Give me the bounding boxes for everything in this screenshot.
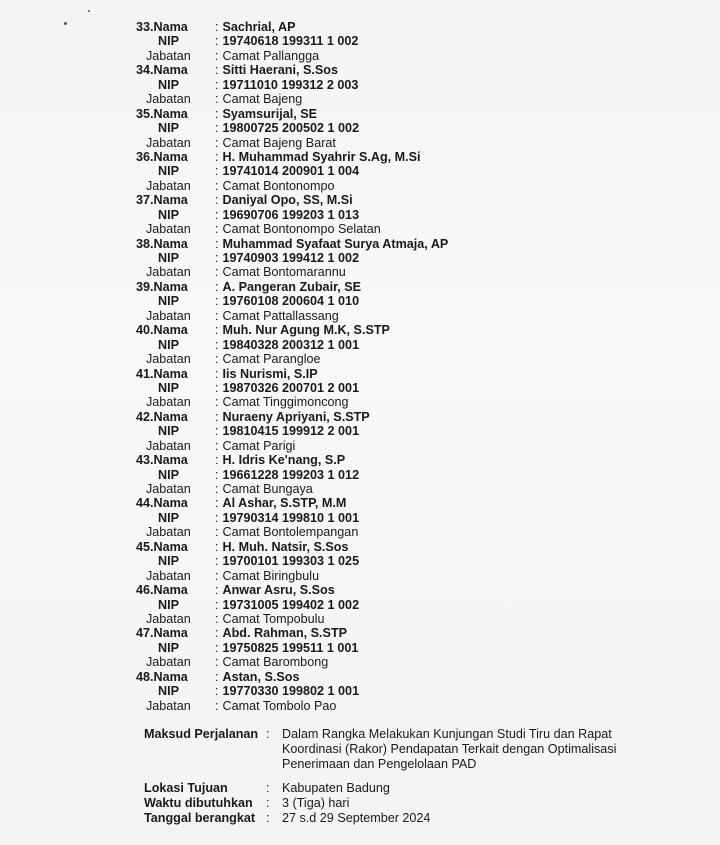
entry-name: H. Muh. Natsir, S.Sos bbox=[222, 539, 349, 554]
entry-position-row bbox=[136, 265, 448, 279]
entry-name-row bbox=[136, 540, 448, 554]
entry-position: Camat Tompobulu bbox=[222, 611, 325, 626]
field-label: Jabatan bbox=[146, 525, 191, 540]
colon: : bbox=[215, 424, 219, 439]
entry-nip-row bbox=[136, 468, 448, 482]
entry-name-row bbox=[136, 626, 448, 640]
entry-name: Astan, S.Sos bbox=[222, 669, 300, 684]
entry-position-label bbox=[136, 352, 215, 366]
entry-name-label bbox=[136, 453, 215, 467]
colon: : bbox=[215, 380, 219, 395]
colon: : bbox=[215, 583, 219, 598]
field-label: Nama bbox=[153, 496, 188, 511]
field-label: Nama bbox=[153, 63, 188, 78]
entry-position: Camat Tombolo Pao bbox=[222, 698, 337, 713]
colon: : bbox=[215, 294, 219, 309]
colon: : bbox=[215, 640, 219, 655]
entry-nip-label bbox=[136, 208, 215, 222]
field-label: NIP bbox=[158, 510, 179, 525]
colon: : bbox=[215, 525, 219, 540]
colon: : bbox=[215, 178, 219, 193]
field-label: Jabatan bbox=[146, 611, 191, 626]
field-label: Nama bbox=[153, 453, 188, 468]
entry-name-label bbox=[136, 193, 215, 207]
entry-nip: 19740618 199311 1 002 bbox=[222, 34, 359, 49]
entry-nip: 19700101 199303 1 025 bbox=[222, 554, 360, 569]
entry-position-row bbox=[136, 655, 448, 669]
entry-name-row bbox=[136, 150, 448, 164]
colon: : bbox=[266, 781, 270, 795]
entry-name: Iis Nurismi, S.IP bbox=[222, 366, 318, 381]
scan-speck bbox=[88, 10, 90, 12]
entry-nip: 19661228 199203 1 012 bbox=[222, 467, 360, 482]
entry-nip-row bbox=[136, 121, 448, 135]
purpose-value: Dalam Rangka Melakukan Kunjungan Studi Tiru dan Rapat Koordinasi (Rakor) Pendapatan Terkait dengan Optimalisasi Penerimaan dan Pengelolaan PAD bbox=[282, 727, 617, 771]
entry-name: Sitti Haerani, S.Sos bbox=[222, 63, 338, 78]
colon: : bbox=[215, 279, 219, 294]
entry-position: Camat Bontonompo Selatan bbox=[222, 222, 381, 237]
colon: : bbox=[215, 510, 219, 525]
field-label: Nama bbox=[153, 279, 188, 294]
field-label: NIP bbox=[158, 251, 179, 265]
departure-label: Tanggal berangkat bbox=[144, 811, 256, 825]
field-label: Jabatan bbox=[146, 222, 191, 237]
entry-nip-row bbox=[136, 598, 448, 612]
entry-position-label bbox=[136, 525, 215, 539]
entry-number: 35. bbox=[136, 106, 154, 121]
entry-position-row bbox=[136, 92, 448, 106]
entry-nip-label bbox=[136, 78, 215, 92]
field-label: NIP bbox=[158, 684, 179, 699]
entry-nip-row bbox=[136, 164, 448, 178]
destination-row bbox=[144, 781, 627, 796]
entry-position-row bbox=[136, 699, 448, 713]
entry-name-row bbox=[136, 453, 448, 467]
entry-position: Camat Pattallassang bbox=[222, 308, 339, 323]
colon: : bbox=[215, 698, 219, 713]
entry-nip-row bbox=[136, 511, 448, 525]
entry-name-label bbox=[136, 540, 215, 554]
entry-position-label bbox=[136, 49, 215, 63]
field-label: NIP bbox=[158, 34, 179, 49]
entry-number: 39. bbox=[136, 279, 154, 294]
purpose-label: Maksud Perjalanan bbox=[144, 727, 259, 741]
entry-name: Sachrial, AP bbox=[222, 20, 296, 34]
field-label: Jabatan bbox=[146, 655, 191, 670]
colon: : bbox=[215, 352, 219, 367]
colon: : bbox=[215, 20, 219, 34]
entry-position: Camat Barombong bbox=[222, 655, 329, 670]
entry-name: Muh. Nur Agung M.K, S.STP bbox=[222, 323, 390, 338]
field-label: Nama bbox=[153, 539, 188, 554]
entry-name: Al Ashar, S.STP, M.M bbox=[222, 496, 347, 511]
entry-nip-row bbox=[136, 34, 448, 48]
entry-name-label bbox=[136, 410, 215, 424]
colon: : bbox=[266, 811, 270, 825]
entry-position: Camat Parigi bbox=[222, 438, 296, 453]
entry-name-row bbox=[136, 583, 448, 597]
field-label: Jabatan bbox=[146, 92, 191, 107]
entry-name-row bbox=[136, 410, 448, 424]
entry-nip-label bbox=[136, 121, 215, 135]
colon: : bbox=[215, 539, 219, 554]
field-label: Jabatan bbox=[146, 265, 191, 280]
colon: : bbox=[215, 92, 219, 107]
entry-name: Daniyal Opo, SS, M.Si bbox=[222, 193, 353, 208]
colon: : bbox=[215, 684, 219, 699]
destination-label: Lokasi Tujuan bbox=[144, 781, 228, 795]
entry-nip-label bbox=[136, 424, 215, 438]
colon: : bbox=[215, 568, 219, 583]
colon: : bbox=[215, 222, 219, 237]
entry-name-row bbox=[136, 63, 448, 77]
field-label: Nama bbox=[153, 583, 188, 598]
field-label: NIP bbox=[158, 207, 179, 222]
duration-row bbox=[144, 796, 627, 811]
colon: : bbox=[266, 796, 270, 810]
field-label: NIP bbox=[158, 380, 179, 395]
entry-name-label bbox=[136, 670, 215, 684]
entry-position-row bbox=[136, 612, 448, 626]
colon: : bbox=[215, 121, 219, 136]
duration-value: 3 (Tiga) hari bbox=[282, 796, 350, 810]
entry-name: Syamsurijal, SE bbox=[222, 106, 318, 121]
field-label: NIP bbox=[158, 424, 179, 439]
entry-position-row bbox=[136, 395, 448, 409]
departure-row bbox=[144, 811, 627, 826]
entry-position: Camat Bajeng bbox=[222, 92, 303, 107]
entry-name-row bbox=[136, 20, 448, 34]
entry-name-label bbox=[136, 323, 215, 337]
entry-name-label bbox=[136, 626, 215, 640]
field-label: Nama bbox=[153, 323, 188, 338]
field-label: Nama bbox=[153, 20, 188, 34]
entry-position-label bbox=[136, 699, 215, 713]
entry-nip-label bbox=[136, 381, 215, 395]
entry-nip-row bbox=[136, 641, 448, 655]
entry-position: Camat Bontonompo bbox=[222, 178, 335, 193]
colon: : bbox=[215, 655, 219, 670]
field-label: NIP bbox=[158, 640, 179, 655]
colon: : bbox=[215, 554, 219, 569]
entry-position-row bbox=[136, 525, 448, 539]
field-label: Nama bbox=[153, 236, 188, 251]
colon: : bbox=[215, 626, 219, 641]
entry-name-row bbox=[136, 670, 448, 684]
departure-value: 27 s.d 29 September 2024 bbox=[282, 811, 431, 825]
colon: : bbox=[215, 496, 219, 511]
entry-position-label bbox=[136, 569, 215, 583]
entry-position-row bbox=[136, 136, 448, 150]
entry-number: 42. bbox=[136, 409, 154, 424]
entry-position-label bbox=[136, 136, 215, 150]
field-label: NIP bbox=[158, 467, 179, 482]
field-label: NIP bbox=[158, 294, 179, 309]
entry-position-label bbox=[136, 92, 215, 106]
colon: : bbox=[215, 467, 219, 482]
field-label: Jabatan bbox=[146, 395, 191, 410]
field-label: Jabatan bbox=[146, 482, 191, 496]
colon: : bbox=[215, 337, 219, 352]
field-label: Jabatan bbox=[146, 135, 191, 150]
entry-nip-row bbox=[136, 338, 448, 352]
field-label: Jabatan bbox=[146, 48, 191, 63]
colon: : bbox=[215, 438, 219, 453]
entry-number: 44. bbox=[136, 496, 154, 511]
entry-nip-row bbox=[136, 78, 448, 92]
entry-number: 40. bbox=[136, 323, 154, 338]
entry-nip-label bbox=[136, 251, 215, 265]
destination-value: Kabupaten Badung bbox=[282, 781, 390, 795]
entry-name-label bbox=[136, 63, 215, 77]
entry-nip: 19870326 200701 2 001 bbox=[222, 380, 360, 395]
entry-position: Camat Bajeng Barat bbox=[222, 135, 336, 150]
entry-number: 48. bbox=[136, 669, 154, 684]
colon: : bbox=[215, 77, 219, 92]
field-label: Jabatan bbox=[146, 568, 191, 583]
travel-details bbox=[144, 727, 627, 826]
entry-nip-row bbox=[136, 424, 448, 438]
entry-number: 43. bbox=[136, 453, 154, 468]
entry-nip-label bbox=[136, 598, 215, 612]
field-label: NIP bbox=[158, 121, 179, 136]
entry-nip-label bbox=[136, 684, 215, 698]
entry-number: 37. bbox=[136, 193, 154, 208]
colon: : bbox=[215, 106, 219, 121]
field-label: Nama bbox=[153, 193, 188, 208]
colon: : bbox=[215, 323, 219, 338]
colon: : bbox=[215, 34, 219, 49]
entry-name-label bbox=[136, 150, 215, 164]
colon: : bbox=[215, 597, 219, 612]
entry-name-label bbox=[136, 367, 215, 381]
entry-name-label bbox=[136, 20, 215, 34]
entry-number: 34. bbox=[136, 63, 154, 78]
entry-position: Camat Bontolempangan bbox=[222, 525, 359, 540]
entry-name-row bbox=[136, 193, 448, 207]
entry-nip: 19750825 199511 1 001 bbox=[222, 640, 359, 655]
entry-number: 46. bbox=[136, 583, 154, 598]
entry-name: Anwar Asru, S.Sos bbox=[222, 583, 335, 598]
entry-position-label bbox=[136, 222, 215, 236]
entry-name: Nuraeny Apriyani, S.STP bbox=[222, 409, 370, 424]
colon: : bbox=[215, 207, 219, 222]
field-label: NIP bbox=[158, 597, 179, 612]
entry-position-label bbox=[136, 655, 215, 669]
colon: : bbox=[215, 611, 219, 626]
entry-nip: 19840328 200312 1 001 bbox=[222, 337, 360, 352]
entry-nip-label bbox=[136, 338, 215, 352]
entry-nip: 19711010 199312 2 003 bbox=[222, 77, 359, 92]
entry-name: Abd. Rahman, S.STP bbox=[222, 626, 348, 641]
entry-name-row bbox=[136, 280, 448, 294]
colon: : bbox=[215, 135, 219, 150]
colon: : bbox=[215, 308, 219, 323]
entry-number: 41. bbox=[136, 366, 154, 381]
entry-nip: 19690706 199203 1 013 bbox=[222, 207, 360, 222]
entry-nip: 19790314 199810 1 001 bbox=[222, 510, 360, 525]
entry-position-label bbox=[136, 265, 215, 279]
field-label: Jabatan bbox=[146, 352, 191, 367]
duration-label: Waktu dibutuhkan bbox=[144, 796, 253, 810]
entry-name: H. Muhammad Syahrir S.Ag, M.Si bbox=[222, 149, 421, 164]
entry-nip: 19741014 200901 1 004 bbox=[222, 164, 360, 179]
entry-position-label bbox=[136, 309, 215, 323]
entry-nip-row bbox=[136, 208, 448, 222]
field-label: Nama bbox=[153, 366, 188, 381]
colon: : bbox=[215, 482, 219, 496]
field-label: NIP bbox=[158, 554, 179, 569]
colon: : bbox=[215, 236, 219, 251]
entry-nip-label bbox=[136, 294, 215, 308]
entry-name-label bbox=[136, 496, 215, 510]
entry-position-label bbox=[136, 179, 215, 193]
entry-nip-label bbox=[136, 34, 215, 48]
entry-nip-label bbox=[136, 554, 215, 568]
colon: : bbox=[215, 453, 219, 468]
field-label: Jabatan bbox=[146, 698, 191, 713]
colon: : bbox=[215, 366, 219, 381]
field-label: NIP bbox=[158, 77, 179, 92]
entry-position-row bbox=[136, 482, 448, 496]
field-label: Nama bbox=[153, 626, 188, 641]
entry-name: H. Idris Ke'nang, S.P bbox=[222, 453, 346, 468]
entry-name-row bbox=[136, 237, 448, 251]
entry-position-label bbox=[136, 482, 215, 496]
colon: : bbox=[215, 164, 219, 179]
colon: : bbox=[215, 193, 219, 208]
entry-position: Camat Bungaya bbox=[222, 482, 313, 496]
colon: : bbox=[266, 727, 270, 741]
entry-name: A. Pangeran Zubair, SE bbox=[222, 279, 362, 294]
entry-position-row bbox=[136, 49, 448, 63]
entry-nip: 19770330 199802 1 001 bbox=[222, 684, 360, 699]
entry-number: 33. bbox=[136, 20, 154, 34]
field-label: Nama bbox=[153, 149, 188, 164]
entry-position-row bbox=[136, 309, 448, 323]
entry-name-label bbox=[136, 107, 215, 121]
entry-nip-row bbox=[136, 294, 448, 308]
entry-position-row bbox=[136, 352, 448, 366]
entry-name-row bbox=[136, 496, 448, 510]
entry-nip-row bbox=[136, 251, 448, 265]
colon: : bbox=[215, 395, 219, 410]
entry-number: 36. bbox=[136, 149, 154, 164]
entry-position-label bbox=[136, 612, 215, 626]
entry-nip-label bbox=[136, 468, 215, 482]
entry-nip-row bbox=[136, 684, 448, 698]
entry-name-row bbox=[136, 107, 448, 121]
colon: : bbox=[215, 409, 219, 424]
colon: : bbox=[215, 63, 219, 78]
entry-name-label bbox=[136, 583, 215, 597]
colon: : bbox=[215, 149, 219, 164]
colon: : bbox=[215, 251, 219, 265]
entry-name-row bbox=[136, 323, 448, 337]
entry-nip: 19800725 200502 1 002 bbox=[222, 121, 360, 136]
field-label: Nama bbox=[153, 409, 188, 424]
entry-position: Camat Bontomarannu bbox=[222, 265, 346, 280]
personnel-list bbox=[136, 20, 448, 713]
colon: : bbox=[215, 265, 219, 280]
entry-position-label bbox=[136, 395, 215, 409]
entry-nip: 19740903 199412 1 002 bbox=[222, 251, 360, 265]
entry-name-row bbox=[136, 367, 448, 381]
field-label: Jabatan bbox=[146, 438, 191, 453]
entry-nip: 19810415 199912 2 001 bbox=[222, 424, 360, 439]
entry-position-row bbox=[136, 179, 448, 193]
field-label: NIP bbox=[158, 164, 179, 179]
scan-speck bbox=[64, 22, 67, 25]
entry-name-label bbox=[136, 280, 215, 294]
entry-position: Camat Tinggimoncong bbox=[222, 395, 349, 410]
entry-nip: 19731005 199402 1 002 bbox=[222, 597, 360, 612]
field-label: Jabatan bbox=[146, 308, 191, 323]
entry-number: 47. bbox=[136, 626, 154, 641]
colon: : bbox=[215, 48, 219, 63]
colon: : bbox=[215, 669, 219, 684]
entry-nip-row bbox=[136, 554, 448, 568]
entry-position: Camat Parangloe bbox=[222, 352, 321, 367]
entry-number: 45. bbox=[136, 539, 154, 554]
field-label: Nama bbox=[153, 669, 188, 684]
entry-nip-label bbox=[136, 164, 215, 178]
entry-name-label bbox=[136, 237, 215, 251]
field-label: Jabatan bbox=[146, 178, 191, 193]
entry-position-label bbox=[136, 439, 215, 453]
entry-name: Muhammad Syafaat Surya Atmaja, AP bbox=[222, 236, 449, 251]
entry-position: Camat Biringbulu bbox=[222, 568, 320, 583]
entry-position-row bbox=[136, 439, 448, 453]
purpose-row bbox=[144, 727, 627, 772]
entry-position-row bbox=[136, 569, 448, 583]
entry-nip-row bbox=[136, 381, 448, 395]
entry-nip-label bbox=[136, 511, 215, 525]
entry-position: Camat Pallangga bbox=[222, 48, 320, 63]
entry-nip: 19760108 200604 1 010 bbox=[222, 294, 360, 309]
entry-nip-label bbox=[136, 641, 215, 655]
field-label: NIP bbox=[158, 337, 179, 352]
entry-position-row bbox=[136, 222, 448, 236]
field-label: Nama bbox=[153, 106, 188, 121]
entry-number: 38. bbox=[136, 236, 154, 251]
